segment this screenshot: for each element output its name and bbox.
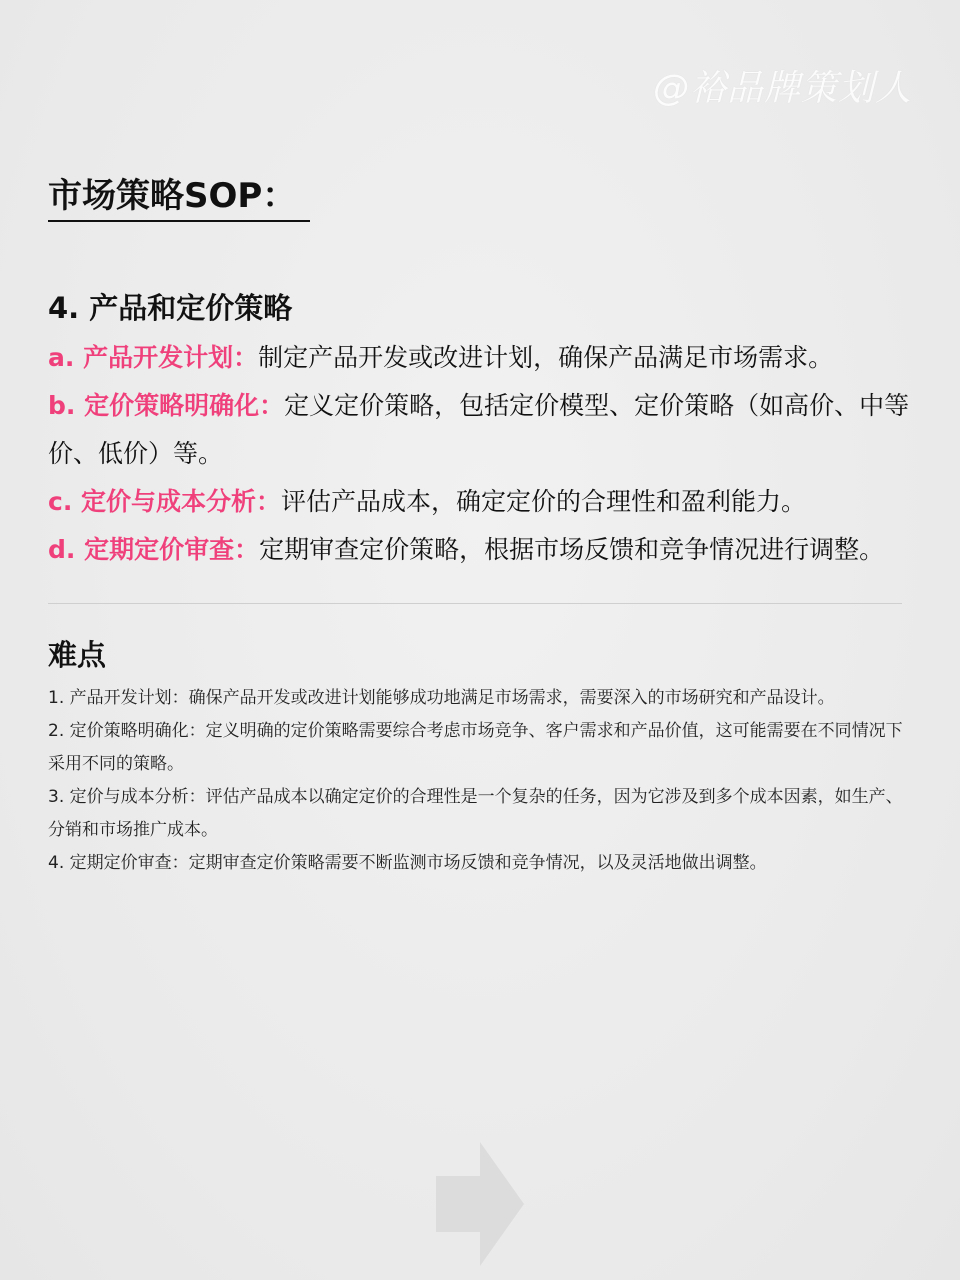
strategy-item-lead: a. 产品开发计划： — [48, 343, 259, 372]
strategy-item-text: 定期审查定价策略，根据市场反馈和竞争情况进行调整。 — [259, 535, 885, 564]
strategy-item-lead: c. 定价与成本分析： — [48, 487, 282, 516]
section-heading: 4. 产品和定价策略 — [48, 291, 293, 325]
strategy-item-b — [48, 382, 928, 478]
watermark: @裕品牌策划人 — [652, 68, 912, 109]
section-divider — [48, 603, 902, 604]
difficulty-item-1: 1. 产品开发计划：确保产品开发或改进计划能够成功地满足市场需求，需要深入的市场研究和产品设计。 — [48, 688, 835, 708]
strategy-item-text: 定义定价策略，包括定价模型、定价策略（如高价、中等价、低价）等。 — [48, 391, 910, 468]
strategy-section — [48, 282, 928, 574]
strategy-item-text: 评估产品成本，确定定价的合理性和盈利能力。 — [281, 487, 807, 516]
strategy-item-a — [48, 334, 928, 382]
page-title-block — [48, 172, 310, 222]
strategy-item-d — [48, 526, 928, 574]
difficulty-heading: 难点 — [48, 638, 107, 672]
strategy-item-c — [48, 478, 928, 526]
difficulty-item-2: 2. 定价策略明确化：定义明确的定价策略需要综合考虑市场竞争、客户需求和产品价值，这可能需要在不同情况下采用不同的策略。 — [48, 721, 903, 774]
difficulty-item-4: 4. 定期定价审查：定期审查定价策略需要不断监测市场反馈和竞争情况，以及灵活地做出调整。 — [48, 853, 767, 873]
strategy-item-lead: d. 定期定价审查： — [48, 535, 260, 564]
strategy-item-lead: b. 定价策略明确化： — [48, 391, 285, 420]
strategy-item-text: 制定产品开发或改进计划，确保产品满足市场需求。 — [258, 343, 834, 372]
difficulty-section — [48, 632, 918, 880]
page-title: 市场策略SOP： — [48, 176, 297, 216]
difficulty-item-3: 3. 定价与成本分析：评估产品成本以确定定价的合理性是一个复杂的任务，因为它涉及到多个成本因素，如生产、分销和市场推广成本。 — [48, 787, 903, 840]
arrow-right-icon[interactable] — [436, 1142, 524, 1266]
